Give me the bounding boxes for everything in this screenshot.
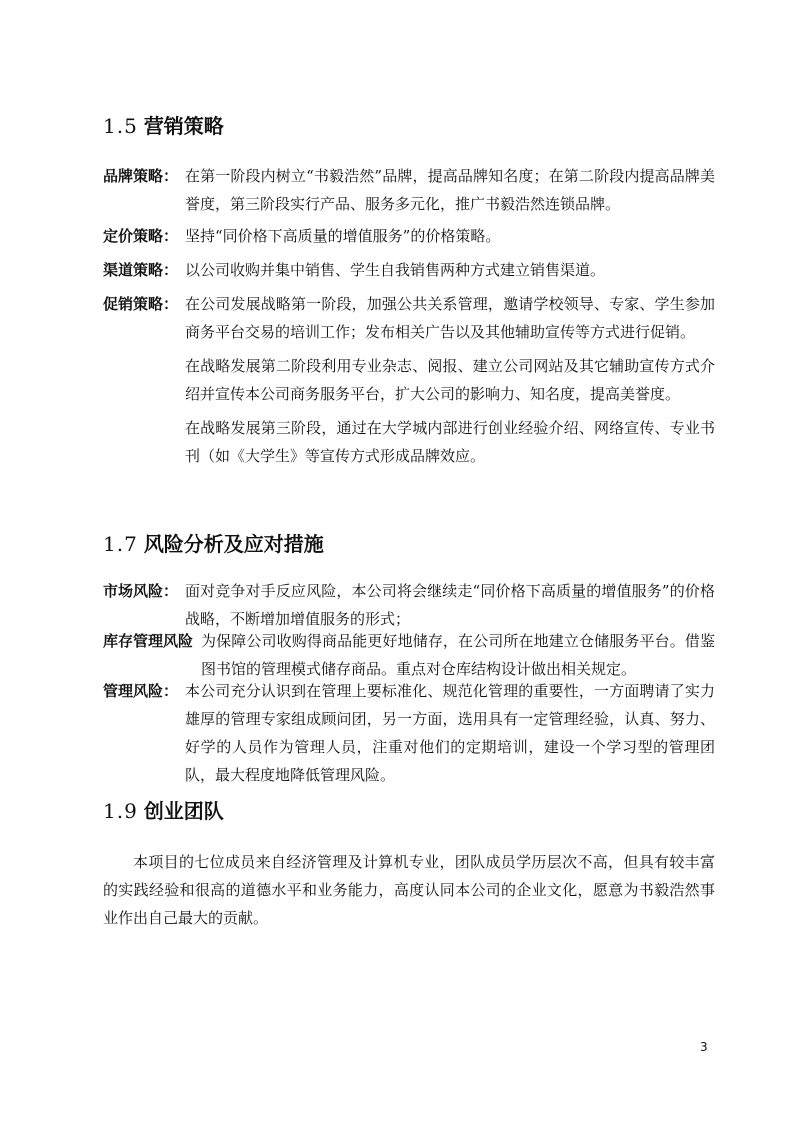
section-title: 风险分析及应对措施 <box>143 532 324 556</box>
management-risk-item <box>103 677 715 789</box>
pricing-strategy-item <box>103 222 715 250</box>
promotion-strategy-item <box>103 290 715 470</box>
section-heading-team <box>103 797 224 825</box>
section-title: 营销策略 <box>143 114 224 138</box>
item-label: 品牌策略： <box>103 167 179 185</box>
section-heading-marketing <box>103 112 224 140</box>
inventory-risk-item <box>103 627 715 683</box>
section-title: 创业团队 <box>143 799 224 823</box>
item-label: 市场风险： <box>103 582 179 600</box>
item-label: 管理风险： <box>103 682 179 700</box>
item-text: 坚持“同价格下高质量的增值服务”的价格策略。 <box>185 227 501 245</box>
section-heading-risk <box>103 530 324 558</box>
item-label: 促销策略： <box>103 295 179 313</box>
brand-strategy-item <box>103 162 715 218</box>
page-number: 3 <box>700 1040 708 1054</box>
section-number: 1.9 <box>103 799 138 823</box>
market-risk-item <box>103 577 715 633</box>
item-label: 库存管理风险 <box>103 632 194 650</box>
item-text: 在第一阶段内树立“书毅浩然”品牌，提高品牌知名度；在第二阶段内提高品牌美誉度，第三阶段实行产品、服务多元化，推广书毅浩然连锁品牌。 <box>185 167 715 213</box>
item-label: 定价策略： <box>103 227 179 245</box>
item-text: 在战略发展第二阶段利用专业杂志、阅报、建立公司网站及其它辅助宣传方式介绍并宣传本公司商务服务平台，扩大公司的影响力、知名度，提高美誉度。 <box>185 357 715 403</box>
item-text: 为保障公司收购得商品能更好地储存，在公司所在地建立仓储服务平台。借鉴图书馆的管理模式储存商品。重点对仓库结构设计做出相关规定。 <box>201 632 715 678</box>
item-label: 渠道策略： <box>103 261 179 279</box>
section-number: 1.5 <box>103 114 138 138</box>
item-text: 在公司发展战略第一阶段，加强公共关系管理，邀请学校领导、专家、学生参加商务平台交易的培训工作；发布相关广告以及其他辅助宣传等方式进行促销。 <box>185 295 715 341</box>
item-text: 在战略发展第三阶段，通过在大学城内部进行创业经验介绍、网络宣传、专业书刊（如《大学生》等宣传方式形成品牌效应。 <box>185 419 715 465</box>
item-text: 面对竞争对手反应风险，本公司将会继续走“同价格下高质量的增值服务”的价格战略，不断增加增值服务的形式； <box>185 582 715 628</box>
item-text: 本公司充分认识到在管理上要标准化、规范化管理的重要性，一方面聘请了实力雄厚的管理专家组成顾问团，另一方面，选用具有一定管理经验，认真、努力、好学的人员作为管理人员，注重对他们的定期培训，建设一个学习型的管理团队，最大程度地降低管理风险。 <box>185 682 715 784</box>
item-text: 以公司收购并集中销售、学生自我销售两种方式建立销售渠道。 <box>185 261 606 279</box>
section-number: 1.7 <box>103 532 138 556</box>
channel-strategy-item <box>103 256 715 284</box>
team-paragraph: 本项目的七位成员来自经济管理及计算机专业，团队成员学历层次不高，但具有较丰富的实践经验和很高的道德水平和业务能力，高度认同本公司的企业文化，愿意为书毅浩然事业作出自己最大的贡献。 <box>103 853 715 927</box>
